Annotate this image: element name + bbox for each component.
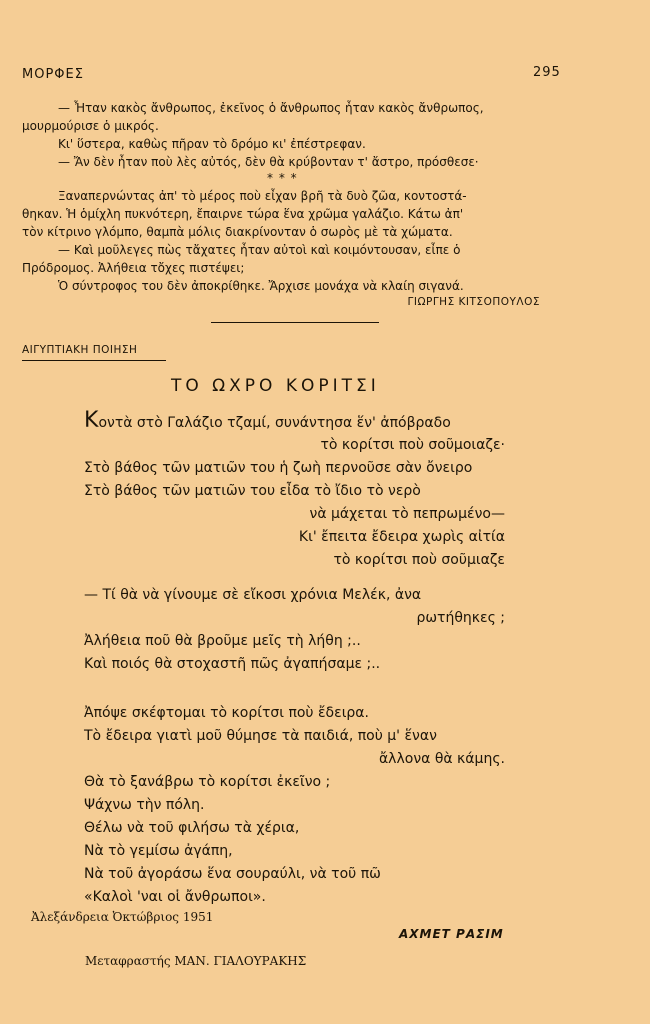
poem-line: τὸ κορίτσι ποὺ σοῦμιαζε bbox=[333, 552, 505, 568]
section-break-asterisks: * * * bbox=[267, 171, 298, 185]
poem-line: νὰ μάχεται τὸ πεπρωμένο— bbox=[309, 506, 505, 522]
poem-first-line bbox=[84, 409, 451, 435]
story-line-4: — Ἄν δὲν ἦταν ποὺ λὲς αὐτός, δὲν θὰ κρύβονταν τ' ἄστρο, πρόσθεσε· bbox=[58, 155, 479, 169]
story-author: ΓΙΩΡΓΗΣ ΚΙΤΣΟΠΟΥΛΟΣ bbox=[407, 296, 540, 308]
poem-line: Ἀπόψε σκέφτομαι τὸ κορίτσι ποὺ ἔδειρα. bbox=[84, 705, 369, 721]
poem-line: Νὰ τὸ γεμίσω ἀγάπη, bbox=[84, 843, 233, 859]
poem-first-line-text: οντὰ στὸ Γαλάζιο τζαμί, συνάντησα ἕν' ἀπόβραδο bbox=[98, 415, 451, 431]
poem-line: ἄλλονα θὰ κάμης. bbox=[378, 751, 505, 767]
section-label: ΑΙΓΥΠΤΙΑΚΗ ΠΟΙΗΣΗ bbox=[22, 344, 138, 356]
translator-credit: Μεταφραστής ΜΑΝ. ΓΙΑΛΟΥΡΑΚΗΣ bbox=[85, 954, 307, 968]
poem-line: Νὰ τοῦ ἀγοράσω ἕνα σουραύλι, νὰ τοῦ πῶ bbox=[84, 866, 381, 882]
story-line-2: μουρμούρισε ὁ μικρός. bbox=[22, 119, 159, 133]
poem-line: Θὰ τὸ ξανάβρω τὸ κορίτσι ἐκεῖνο ; bbox=[84, 774, 331, 790]
poet-name: ΑΧΜΕΤ ΡΑΣΙΜ bbox=[399, 927, 504, 941]
poem-line: Ψάχνω τὴν πόλη. bbox=[84, 797, 205, 813]
story-line-3: Κι' ὕστερα, καθὼς πῆραν τὸ δρόμο κι' ἐπέστρεφαν. bbox=[58, 137, 366, 151]
story-line-1: — Ἦταν κακὸς ἄνθρωπος, ἐκεῖνος ὁ ἄνθρωπος ἦταν κακὸς ἄνθρωπος, bbox=[58, 101, 484, 115]
running-header-title: ΜΟΡΦΕΣ bbox=[22, 67, 84, 82]
story-line-10: Πρόδρομος. Ἀλήθεια τὄχες πιστέψει; bbox=[22, 261, 245, 275]
poem-line: Καὶ ποιός θὰ στοχαστῆ πῶς ἀγαπήσαμε ;.. bbox=[84, 656, 381, 672]
poem-line: Ἀλήθεια ποῦ θὰ βροῦμε μεῖς τὴ λήθη ;.. bbox=[84, 633, 361, 649]
poem-line: Στὸ βάθος τῶν ματιῶν του εἶδα τὸ ἴδιο τὸ νερὸ bbox=[84, 483, 421, 499]
page-number: 295 bbox=[533, 65, 561, 80]
story-line-9: — Καὶ μοῦλεγες πὼς τἄχατες ἦταν αὐτοὶ καὶ κοιμόντουσαν, εἶπε ὁ bbox=[58, 243, 461, 257]
story-line-8: τὸν κίτρινο γλόμπο, θαμπὰ μόλις διακρίνονταν ὁ σωρὸς μὲ τὰ χώματα. bbox=[22, 225, 453, 239]
poem-line: «Καλοὶ 'ναι οἱ ἄνθρωποι». bbox=[84, 889, 266, 905]
poem-title: ΤΟ ΩΧΡΟ ΚΟΡΙΤΣΙ bbox=[171, 376, 380, 396]
poem-line: Θέλω νὰ τοῦ φιλήσω τὰ χέρια, bbox=[84, 820, 300, 836]
story-line-6: Ξαναπερνώντας ἀπ' τὸ μέρος ποὺ εἶχαν βρῆ τὰ δυὸ ζῶα, κοντοστά- bbox=[58, 189, 467, 203]
poem-line: ρωτήθηκες ; bbox=[416, 610, 505, 626]
poem-line: Στὸ βάθος τῶν ματιῶν του ἡ ζωὴ περνοῦσε σὰν ὄνειρο bbox=[84, 460, 473, 476]
section-label-underline bbox=[22, 360, 166, 361]
poem-line: Τὸ ἔδειρα γιατὶ μοῦ θύμησε τὰ παιδιά, ποὺ μ' ἕναν bbox=[84, 728, 437, 744]
place-date: Ἀλεξάνδρεια Ὀκτώβριος 1951 bbox=[31, 910, 214, 924]
story-line-11: Ὁ σύντροφος του δὲν ἀποκρίθηκε. Ἄρχισε μονάχα νὰ κλαίη σιγανά. bbox=[58, 279, 464, 293]
story-line-7: θηκαν. Ἡ ὁμίχλη πυκνότερη, ἔπαιρνε τώρα ἕνα χρῶμα γαλάζιο. Κάτω ἀπ' bbox=[22, 207, 464, 221]
poem-line: τὸ κορίτσι ποὺ σοῦμοιαζε· bbox=[320, 437, 505, 453]
poem-line: — Τί θὰ νὰ γίνουμε σὲ εἴκοσι χρόνια Μελέκ, ἀνα bbox=[84, 587, 422, 603]
poem-line: Κι' ἔπειτα ἔδειρα χωρὶς αἰτία bbox=[298, 529, 505, 545]
drop-capital: Κ bbox=[84, 408, 99, 433]
divider-rule bbox=[211, 322, 379, 323]
